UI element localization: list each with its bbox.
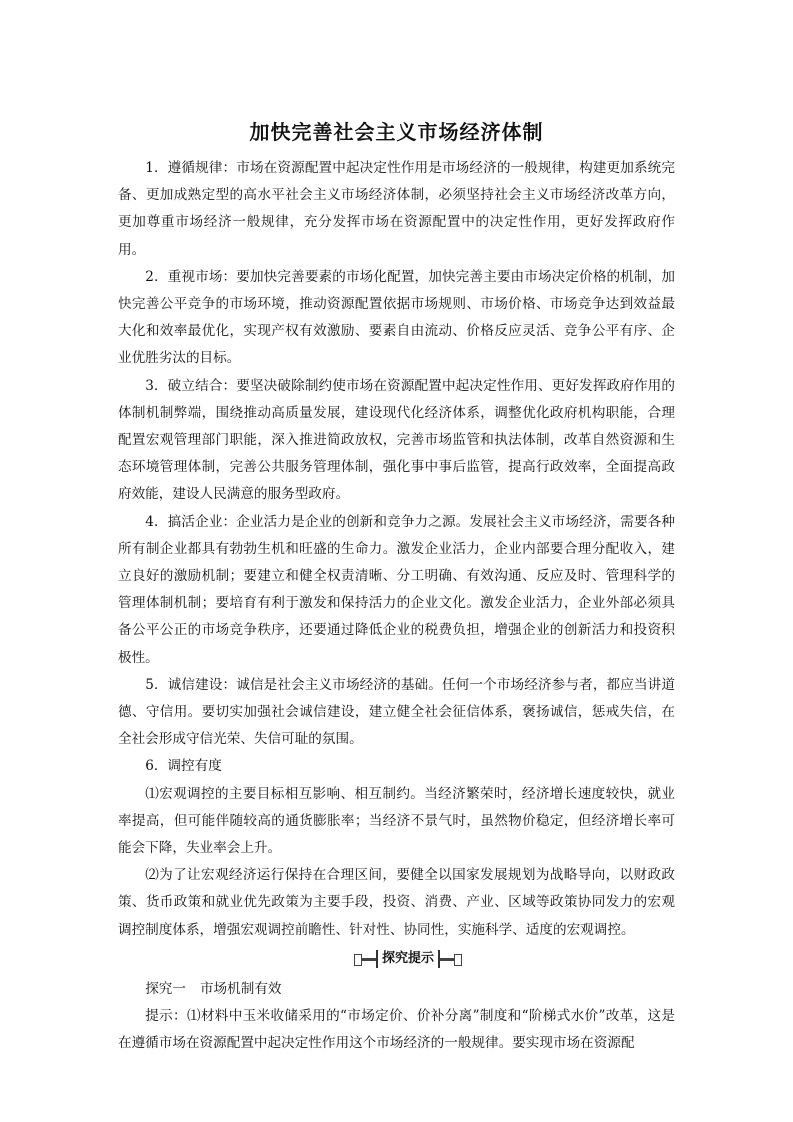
banner-left-ornament xyxy=(354,954,362,966)
paragraph-6-1: ⑴宏观调控的主要目标相互影响、相互制约。当经济繁荣时，经济增长速度较快，就业率提高，但可能伴随较高的通货膨胀率；当经济不景气时，虽然物价稳定，但经济增长率可能会下降，失业率会上升。 xyxy=(118,785,675,857)
banner-label: 探究提示 xyxy=(376,950,440,968)
paragraph-5: 5．诚信建设：诚信是社会主义市场经济的基础。任何一个市场经济参与者，都应当讲道德、守信用。要切实加强社会诚信建设，建立健全社会征信体系，褒扬诚信，惩戒失信，在全社会形成守信光荣、失信可耻的氛围。 xyxy=(118,676,675,748)
section-heading xyxy=(118,976,675,1003)
document-title: 加快完善社会主义市场经济体制 xyxy=(249,120,544,144)
banner-right-ornament xyxy=(454,954,462,966)
hint-paragraph: 提示：⑴材料中玉米收储采用的“市场定价、价补分离”制度和“阶梯式水价”改革，这是在遵循市场在资源配置中起决定性作用这个市场经济的一般规律。要实现市场在资源配 xyxy=(118,1008,675,1052)
section-label: 探究一 xyxy=(145,980,186,997)
paragraph-1: 1．遵循规律：市场在资源配置中起决定性作用是市场经济的一般规律，构建更加系统完备、更加成熟定型的高水平社会主义市场经济体制，必须坚持社会主义市场经济改革方向，更加尊重市场经济一般规律，充分发挥市场在资源配置中的决定性作用，更好发挥政府作用。 xyxy=(118,160,675,258)
paragraph-4: 4．搞活企业：企业活力是企业的创新和竞争力之源。发展社会主义市场经济，需要各种所有制企业都具有勃勃生机和旺盛的生命力。激发企业活力，企业内部要合理分配收入，建立良好的激励机制；要建立和健全权责清晰、分工明确、有效沟通、反应及时、管理科学的管理体制机制；要培育有利于激发和保持活力的企业文化。激发企业活力，企业外部必须具备公平公正的市场竞争秩序，还要通过降低企业的税费负担，增强企业的创新活力和投资积极性。 xyxy=(118,513,675,666)
paragraph-2: 2．重视市场：要加快完善要素的市场化配置，加快完善主要由市场决定价格的机制，加快完善公平竞争的市场环境，推动资源配置依据市场规则、市场价格、市场竞争达到效益最大化和效率最优化，实现产权有效激励、要素自由流动、价格反应灵活、竞争公平有序、企业优胜劣汰的目标。 xyxy=(118,268,675,367)
document-body xyxy=(118,155,675,1058)
section-banner xyxy=(356,950,460,968)
paragraph-3: 3．破立结合：要坚决破除制约使市场在资源配置中起决定性作用、更好发挥政府作用的体制机制弊端，围绕推动高质量发展，建设现代化经济体系，调整优化政府机构职能，合理配置宏观管理部门职能，深入推进简政放权，完善市场监管和执法体制，改革自然资源和生态环境管理体制，完善公共服务管理体制，强化事中事后监管，提高行政效率，全面提高政府效能，建设人民满意的服务型政府。 xyxy=(118,377,675,503)
section-name: 市场机制有效 xyxy=(199,980,282,997)
paragraph-6-heading: 6．调控有度 xyxy=(145,758,222,775)
section-banner-row xyxy=(118,944,675,976)
paragraph-6-2: ⑵为了让宏观经济运行保持在合理区间，要健全以国家发展规划为战略导向，以财政政策、货币政策和就业优先政策为主要手段，投资、消费、产业、区域等政策协同发力的宏观调控制度体系，增强宏观调控前瞻性、针对性、协同性，实施科学、适度的宏观调控。 xyxy=(118,867,675,938)
